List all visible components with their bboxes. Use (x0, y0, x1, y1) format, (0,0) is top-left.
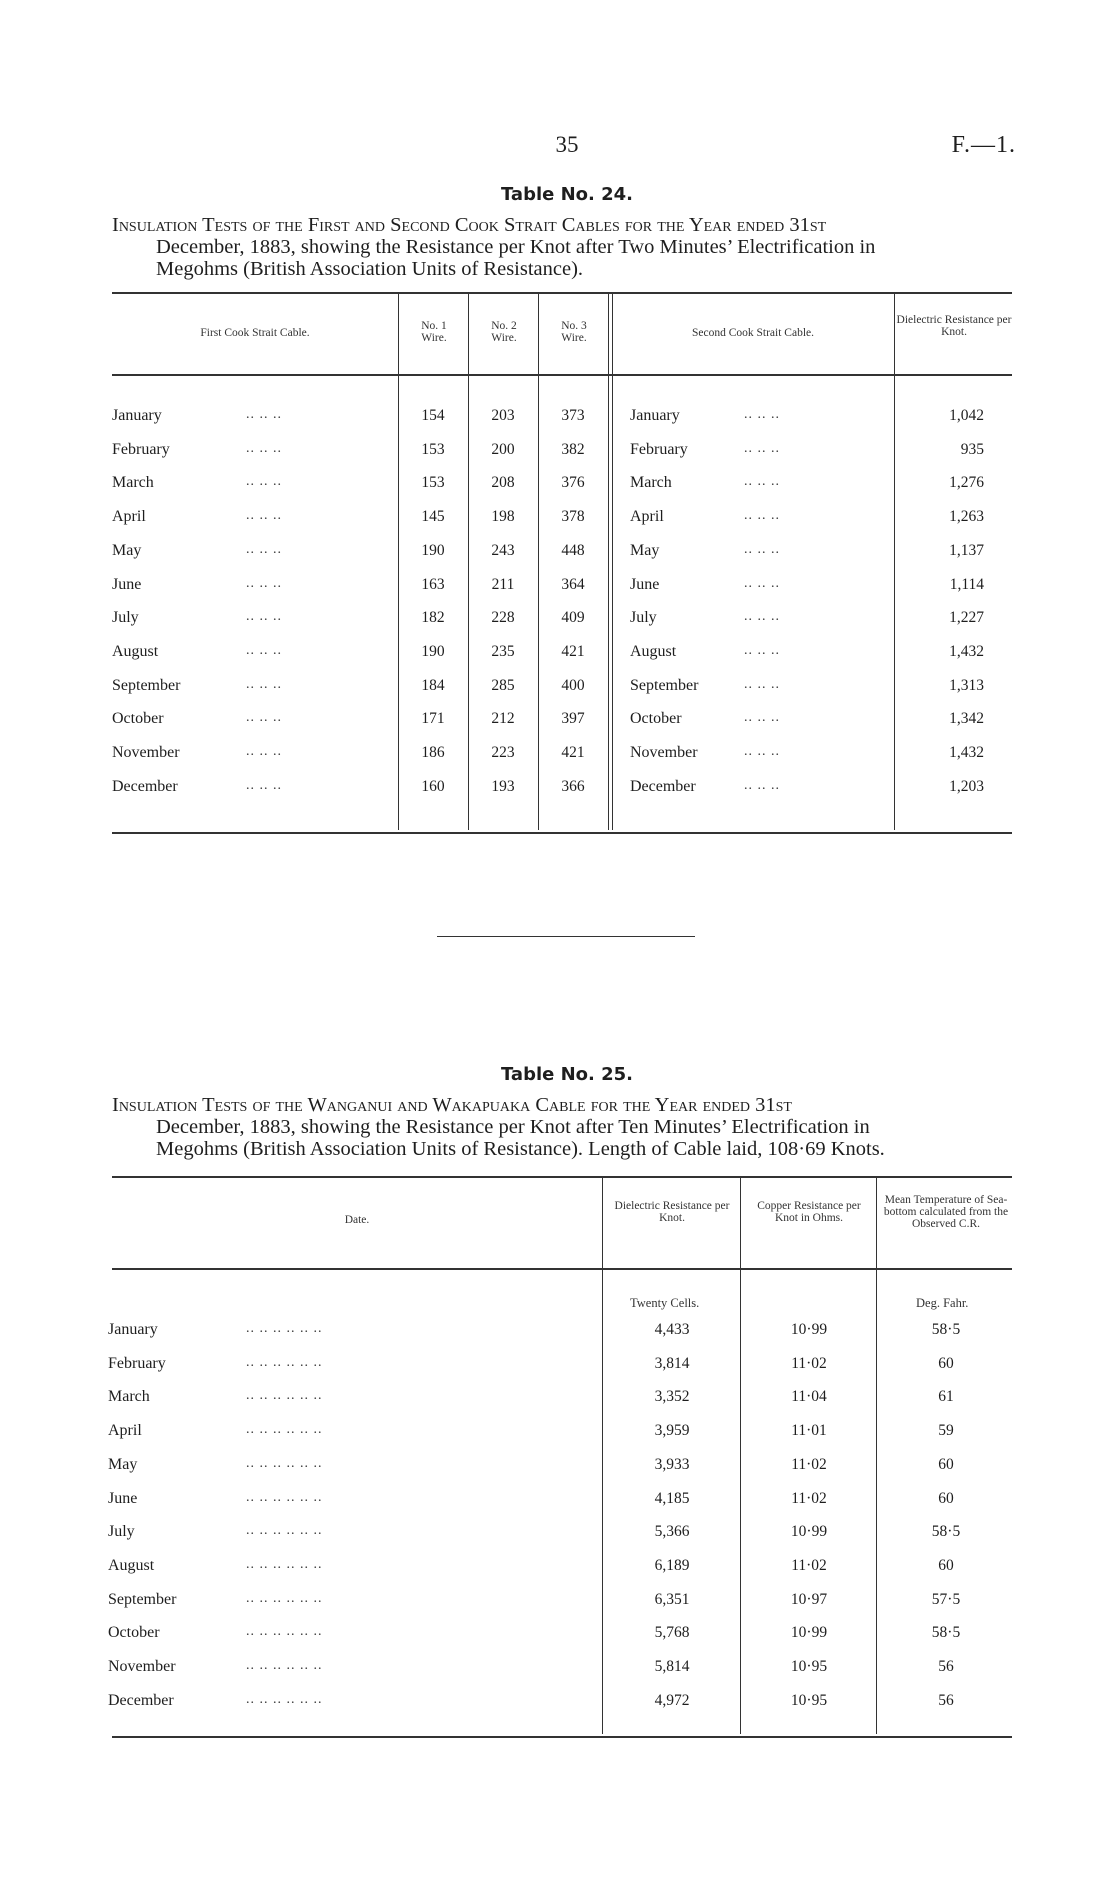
table-row-temperature: 60 (938, 1455, 954, 1473)
table-row-wire-3: 382 (561, 440, 585, 458)
table-row-month-second: August (630, 642, 677, 660)
table-row-copper: 11·01 (791, 1422, 827, 1440)
table-row-wire-1: 153 (421, 440, 445, 458)
table-row-dielectric: 4,433 (654, 1321, 690, 1338)
leader-dots: .. .. .. (744, 609, 780, 625)
table-row-wire-3: 409 (561, 609, 585, 627)
table-row-dielectric: 935 (960, 440, 984, 458)
table-row-copper: 11·02 (791, 1489, 827, 1507)
table-row-month: May (108, 1455, 138, 1473)
leader-dots: .. .. .. .. .. .. (246, 1556, 323, 1572)
table-row-wire-2: 285 (491, 676, 515, 694)
table-row-temperature: 58·5 (931, 1321, 961, 1338)
table-row-month-second: January (630, 407, 680, 424)
table-row-temperature: 61 (938, 1388, 954, 1406)
table-row-dielectric: 1,276 (949, 474, 984, 492)
table-row-wire-3: 448 (561, 541, 585, 559)
section-divider (437, 936, 695, 937)
table-row-dielectric: 4,972 (654, 1691, 690, 1709)
table-row-copper: 10·95 (790, 1658, 828, 1675)
table-row-copper: 10·95 (790, 1691, 828, 1709)
table-row-temperature: 58·5 (931, 1523, 961, 1541)
leader-dots: .. .. .. (744, 474, 780, 490)
leader-dots: .. .. .. (744, 575, 780, 591)
leader-dots: .. .. .. (744, 676, 780, 692)
leader-dots: .. .. .. (246, 575, 282, 591)
caption-line: Megohms (British Association Units of Resistance). (156, 258, 584, 280)
table-row-dielectric: 6,189 (654, 1556, 690, 1574)
table-row-month: January (108, 1321, 158, 1338)
leader-dots: .. .. .. (246, 609, 282, 625)
table-header-rule (112, 374, 1012, 376)
table-row-month: December (108, 1691, 174, 1709)
header-date: Date. (344, 1214, 370, 1226)
caption-line: December, 1883, showing the Resistance per Knot after Two Minutes’ Electrification in (156, 236, 876, 258)
document-reference: F.—1. (951, 132, 1016, 158)
leader-dots: .. .. .. .. .. .. (246, 1422, 323, 1438)
table-row-dielectric: 3,352 (654, 1388, 690, 1406)
table-row-month-second: March (630, 474, 672, 492)
table-row-temperature: 60 (938, 1354, 954, 1372)
leader-dots: .. .. .. (246, 440, 282, 456)
column-divider (608, 294, 609, 830)
table-25-title: Table No. 25. (500, 1064, 634, 1085)
table-row-copper: 10·99 (790, 1624, 828, 1642)
leader-dots: .. .. .. (246, 541, 282, 557)
table-row-dielectric: 1,203 (949, 777, 984, 795)
table-row-month: July (108, 1523, 135, 1541)
table-row-dielectric: 1,313 (949, 676, 984, 694)
table-row-wire-3: 366 (561, 777, 585, 795)
table-row-month: February (112, 440, 170, 458)
table-24-title: Table No. 24. (500, 184, 634, 205)
caption-line: December, 1883, showing the Resistance per Knot after Ten Minutes’ Electrification in (156, 1116, 870, 1138)
table-row-month: September (112, 676, 181, 694)
table-row-wire-2: 211 (491, 575, 515, 593)
table-row-month: June (108, 1489, 138, 1507)
leader-dots: .. .. .. (744, 508, 780, 524)
table-row-wire-2: 228 (491, 609, 515, 627)
table-row-wire-1: 171 (421, 710, 445, 728)
leader-dots: .. .. .. (744, 407, 780, 422)
table-row-dielectric: 1,114 (949, 575, 984, 593)
table-row-month: December (112, 777, 178, 795)
table-row-wire-2: 235 (491, 642, 515, 660)
table-row-month-second: July (630, 609, 657, 627)
table-row-wire-3: 376 (561, 474, 585, 492)
page-number: 35 (555, 132, 579, 157)
header-dielectric: Dielectric Resistance per Knot. (896, 314, 1012, 338)
table-row-copper: 11·02 (791, 1455, 827, 1473)
header-first-cable: First Cook Strait Cable. (200, 327, 310, 339)
table-row-month: August (112, 642, 159, 660)
table-bottom-rule (112, 1736, 1012, 1738)
table-row-dielectric: 3,814 (654, 1354, 690, 1372)
leader-dots: .. .. .. (246, 508, 282, 524)
leader-dots: .. .. .. .. .. .. (246, 1658, 323, 1673)
leader-dots: .. .. .. .. .. .. (246, 1691, 323, 1707)
table-row-month-second: February (630, 440, 688, 458)
header-dielectric: Dielectric Resistance per Knot. (614, 1200, 730, 1224)
table-row-month: August (108, 1556, 155, 1574)
table-bottom-rule (112, 832, 1012, 834)
table-row-copper: 10·99 (790, 1523, 828, 1541)
table-row-wire-1: 163 (421, 575, 445, 593)
table-row-month: March (108, 1388, 150, 1406)
table-row-wire-2: 223 (491, 744, 515, 761)
column-divider (876, 1178, 877, 1734)
table-row-month-second: April (630, 508, 664, 526)
leader-dots: .. .. .. .. .. .. (246, 1455, 323, 1471)
table-row-wire-2: 203 (491, 407, 515, 424)
table-row-dielectric: 3,959 (654, 1422, 690, 1440)
leader-dots: .. .. .. .. .. .. (246, 1523, 323, 1539)
leader-dots: .. .. .. (744, 541, 780, 557)
table-24-caption (112, 214, 1012, 280)
leader-dots: .. .. .. .. .. .. (246, 1624, 323, 1640)
leader-dots: .. .. .. (246, 474, 282, 490)
table-row-temperature: 56 (938, 1691, 954, 1709)
table-row-month-second: September (630, 676, 699, 694)
table-row-wire-2: 193 (491, 777, 515, 795)
header-wire-1: No. 1 Wire. (421, 320, 447, 344)
table-row-wire-2: 208 (491, 474, 515, 492)
table-row-wire-3: 400 (561, 676, 585, 694)
table-row-copper: 10·97 (790, 1590, 828, 1608)
leader-dots: .. .. .. (246, 710, 282, 726)
header-wire-3: No. 3 Wire. (561, 320, 587, 344)
table-row-month: July (112, 609, 139, 627)
caption-line: Insulation Tests of the First and Second Cook Strait Cables for the Year ended 31st (112, 214, 827, 236)
table-row-month-second: December (630, 777, 696, 795)
table-row-month-second: November (630, 744, 698, 761)
header-second-cable: Second Cook Strait Cable. (691, 327, 814, 339)
table-row-month: April (112, 508, 146, 526)
table-row-month: June (112, 575, 142, 593)
table-row-month: March (112, 474, 154, 492)
table-row-dielectric: 4,185 (654, 1489, 690, 1507)
table-row-month: September (108, 1590, 177, 1608)
table-row-dielectric: 3,933 (654, 1455, 690, 1473)
table-row-copper: 11·02 (791, 1354, 827, 1372)
header-wire-2: No. 2 Wire. (491, 320, 517, 344)
table-top-rule (112, 292, 1012, 294)
table-row-copper: 11·04 (791, 1388, 827, 1406)
table-row-wire-3: 421 (561, 744, 585, 761)
table-row-dielectric: 1,432 (949, 642, 984, 660)
table-row-wire-3: 397 (561, 710, 585, 728)
table-row-dielectric: 1,227 (949, 609, 984, 627)
leader-dots: .. .. .. (246, 407, 282, 422)
column-divider (612, 294, 613, 830)
table-row-month: April (108, 1422, 142, 1440)
table-row-dielectric: 6,351 (654, 1590, 690, 1608)
table-row-wire-1: 184 (421, 676, 445, 694)
table-row-temperature: 56 (938, 1658, 954, 1675)
table-row-wire-1: 153 (421, 474, 445, 492)
table-row-month-second: June (630, 575, 660, 593)
leader-dots: .. .. .. (744, 777, 780, 793)
table-row-wire-2: 198 (491, 508, 515, 526)
table-row-month: February (108, 1354, 166, 1372)
table-row-wire-1: 190 (421, 642, 445, 660)
table-row-dielectric: 1,432 (949, 744, 984, 761)
table-row-wire-3: 373 (561, 407, 585, 424)
table-row-dielectric: 5,768 (654, 1624, 690, 1642)
table-row-wire-3: 421 (561, 642, 585, 660)
table-row-copper: 11·02 (791, 1556, 827, 1574)
table-row-wire-1: 145 (421, 508, 445, 526)
table-row-month-second: May (630, 541, 660, 559)
table-row-month: May (112, 541, 142, 559)
leader-dots: .. .. .. .. .. .. (246, 1489, 323, 1505)
table-row-wire-1: 190 (421, 541, 445, 559)
table-row-month: October (112, 710, 164, 728)
column-divider (740, 1178, 741, 1734)
table-row-dielectric: 1,042 (949, 407, 984, 424)
leader-dots: .. .. .. .. .. .. (246, 1388, 323, 1404)
table-25-caption (112, 1094, 1012, 1160)
table-row-wire-3: 378 (561, 508, 585, 526)
column-divider (602, 1178, 603, 1734)
table-row-wire-2: 212 (491, 710, 515, 728)
table-row-wire-2: 243 (491, 541, 515, 559)
table-row-wire-1: 154 (421, 407, 445, 424)
temperature-unit: Deg. Fahr. (916, 1296, 969, 1310)
leader-dots: .. .. .. (744, 440, 780, 456)
table-row-dielectric: 1,137 (949, 541, 984, 559)
leader-dots: .. .. .. (744, 744, 780, 759)
caption-line: Megohms (British Association Units of Resistance). Length of Cable laid, 108·69 Knots. (156, 1138, 885, 1160)
table-row-temperature: 57·5 (931, 1590, 961, 1608)
leader-dots: .. .. .. (246, 777, 282, 793)
leader-dots: .. .. .. (246, 676, 282, 692)
leader-dots: .. .. .. (744, 710, 780, 726)
table-row-dielectric: 5,814 (654, 1658, 690, 1675)
header-temperature: Mean Temperature of Sea-bottom calculated from the Observed C.R. (883, 1194, 1009, 1230)
table-row-month: October (108, 1624, 160, 1642)
table-row-month: November (108, 1658, 176, 1675)
table-row-month: November (112, 744, 180, 761)
table-row-copper: 10·99 (790, 1321, 828, 1338)
leader-dots: .. .. .. (744, 642, 780, 658)
table-row-wire-3: 364 (561, 575, 585, 593)
table-row-temperature: 59 (938, 1422, 954, 1440)
table-row-dielectric: 5,366 (654, 1523, 690, 1541)
table-row-wire-2: 200 (491, 440, 515, 458)
header-copper: Copper Resistance per Knot in Ohms. (757, 1200, 861, 1224)
leader-dots: .. .. .. .. .. .. (246, 1590, 323, 1606)
table-row-wire-1: 160 (421, 777, 445, 795)
table-row-temperature: 60 (938, 1556, 954, 1574)
table-row-month-second: October (630, 710, 682, 728)
leader-dots: .. .. .. (246, 744, 282, 759)
table-row-temperature: 58·5 (931, 1624, 961, 1642)
table-row-wire-1: 182 (421, 609, 445, 627)
leader-dots: .. .. .. .. .. .. (246, 1354, 323, 1370)
dielectric-unit: Twenty Cells. (630, 1296, 700, 1310)
leader-dots: .. .. .. (246, 642, 282, 658)
leader-dots: .. .. .. .. .. .. (246, 1321, 323, 1336)
table-row-wire-1: 186 (421, 744, 445, 761)
table-row-dielectric: 1,263 (949, 508, 984, 526)
caption-line: Insulation Tests of the Wanganui and Wakapuaka Cable for the Year ended 31st (112, 1094, 792, 1116)
table-row-month: January (112, 407, 162, 424)
table-row-dielectric: 1,342 (949, 710, 984, 728)
table-row-temperature: 60 (938, 1489, 954, 1507)
